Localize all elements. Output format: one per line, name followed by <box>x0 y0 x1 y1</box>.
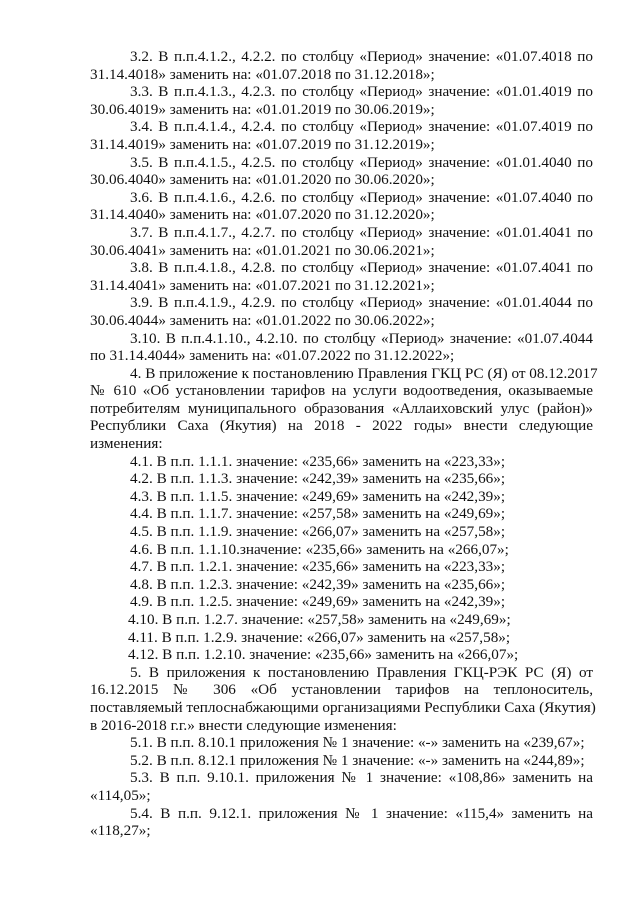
text-line: 3.3. В п.п.4.1.3., 4.2.3. по столбцу «Период» значение: «01.01.4019 по <box>130 83 593 101</box>
list-item: 4.4. В п.п. 1.1.7. значение: «257,58» заменить на «249,69»; <box>130 505 506 523</box>
list-item: 4.6. В п.п. 1.1.10.значение: «235,66» заменить на «266,07»; <box>130 540 509 558</box>
list-item: 4.9. В п.п. 1.2.5. значение: «249,69» заменить на «242,39»; <box>130 593 506 611</box>
text-line: 30.06.4044» заменить на: «01.01.2022 по 30.06.2022»; <box>90 311 435 329</box>
list-section-4 <box>90 453 593 664</box>
list-item: 5.1. В п.п. 8.10.1 приложения № 1 значение: «-» заменить на «239,67»; <box>130 734 585 752</box>
paragraph-3-8 <box>90 259 593 294</box>
list-item: 5.4. В п.п. 9.12.1. приложения № 1 значение: «115,4» заменить на <box>130 804 593 822</box>
list-item: 5.2. В п.п. 8.12.1 приложения № 1 значение: «-» заменить на «244,89»; <box>130 751 585 769</box>
text-line: № 610 «Об установлении тарифов на услуги водоотведения, оказываемые <box>90 382 593 400</box>
list-item: 4.11. В п.п. 1.2.9. значение: «266,07» заменить на «257,58»; <box>128 628 511 646</box>
list-item: 4.10. В п.п. 1.2.7. значение: «257,58» заменить на «249,69»; <box>128 611 511 628</box>
text-line: 5. В приложения к постановлению Правления ГКЦ-РЭК РС (Я) от <box>130 663 593 681</box>
text-line: 3.4. В п.п.4.1.4., 4.2.4. по столбцу «Период» значение: «01.07.4019 по <box>130 118 593 136</box>
paragraph-3-2 <box>90 48 593 83</box>
paragraph-4 <box>90 364 598 453</box>
paragraph-3-10 <box>90 330 593 365</box>
paragraph-3-7 <box>90 224 593 259</box>
text-line: 3.8. В п.п.4.1.8., 4.2.8. по столбцу «Период» значение: «01.07.4041 по <box>130 259 593 277</box>
text-line: 3.6. В п.п.4.1.6., 4.2.6. по столбцу «Период» значение: «01.07.4040 по <box>130 188 593 206</box>
list-item: 5.3. В п.п. 9.10.1. приложения № 1 значение: «108,86» заменить на <box>130 769 593 787</box>
list-item: 4.1. В п.п. 1.1.1. значение: «235,66» заменить на «223,33»; <box>130 452 506 470</box>
text-line: 3.7. В п.п.4.1.7., 4.2.7. по столбцу «Период» значение: «01.01.4041 по <box>130 223 593 241</box>
text-line: по 31.14.4044» заменить на: «01.07.2022 по 31.12.2022»; <box>90 347 455 365</box>
list-item: 4.3. В п.п. 1.1.5. значение: «249,69» заменить на «242,39»; <box>130 487 506 505</box>
text-line: Республики Саха (Якутия) на 2018 - 2022 годы» внести следующие <box>90 417 593 435</box>
text-line: поставляемый теплоснабжающими организациями Республики Саха (Якутия) <box>90 698 596 716</box>
text-line: 31.14.4019» заменить на: «01.07.2019 по 31.12.2019»; <box>90 135 435 153</box>
document-page <box>90 48 598 840</box>
text-line: 30.06.4019» заменить на: «01.01.2019 по 30.06.2019»; <box>90 100 435 118</box>
text-line: в 2016-2018 г.г.» внести следующие изменения: <box>90 716 397 734</box>
list-item: 4.8. В п.п. 1.2.3. значение: «242,39» заменить на «235,66»; <box>130 575 506 593</box>
paragraph-3-9 <box>90 294 593 329</box>
list-item: 4.2. В п.п. 1.1.3. значение: «242,39» заменить на «235,66»; <box>130 470 506 488</box>
paragraph-3-4 <box>90 118 593 153</box>
text-line: 31.14.4040» заменить на: «01.07.2020 по 31.12.2020»; <box>90 206 435 224</box>
text-line: изменения: <box>90 435 163 453</box>
list-item: 4.12. В п.п. 1.2.10. значение: «235,66» заменить на «266,07»; <box>128 646 519 664</box>
text-line: «114,05»; <box>90 786 151 804</box>
text-line: 3.10. В п.п.4.1.10., 4.2.10. по столбцу «Период» значение: «01.07.4044 <box>130 329 593 347</box>
text-line: 30.06.4040» заменить на: «01.01.2020 по 30.06.2020»; <box>90 171 435 189</box>
text-line: 3.2. В п.п.4.1.2., 4.2.2. по столбцу «Период» значение: «01.07.4018 по <box>130 48 593 65</box>
text-line: «118,27»; <box>90 822 151 840</box>
text-line: 4. В приложение к постановлению Правления ГКЦ РС (Я) от 08.12.2017 <box>130 364 598 382</box>
text-line: 3.5. В п.п.4.1.5., 4.2.5. по столбцу «Период» значение: «01.01.4040 по <box>130 153 593 171</box>
text-line: потребителям муниципального образования «Аллаиховский улус (район)» <box>90 399 593 417</box>
text-line: 30.06.4041» заменить на: «01.01.2021 по 30.06.2021»; <box>90 241 435 259</box>
paragraph-3-3 <box>90 83 593 118</box>
list-item: 4.5. В п.п. 1.1.9. значение: «266,07» заменить на «257,58»; <box>130 523 506 541</box>
paragraph-3-5 <box>90 154 593 189</box>
text-line: 16.12.2015 № 306 «Об установлении тарифов на теплоноситель, <box>90 681 593 699</box>
text-line: 31.14.4041» заменить на: «01.07.2021 по 31.12.2021»; <box>90 276 435 294</box>
text-line: 3.9. В п.п.4.1.9., 4.2.9. по столбцу «Период» значение: «01.01.4044 по <box>130 294 593 312</box>
list-section-5 <box>90 734 593 840</box>
text-line: 31.14.4018» заменить на: «01.07.2018 по 31.12.2018»; <box>90 65 435 83</box>
paragraph-5 <box>90 663 596 734</box>
list-item: 4.7. В п.п. 1.2.1. значение: «235,66» заменить на «223,33»; <box>130 558 506 576</box>
paragraph-3-6 <box>90 189 593 224</box>
